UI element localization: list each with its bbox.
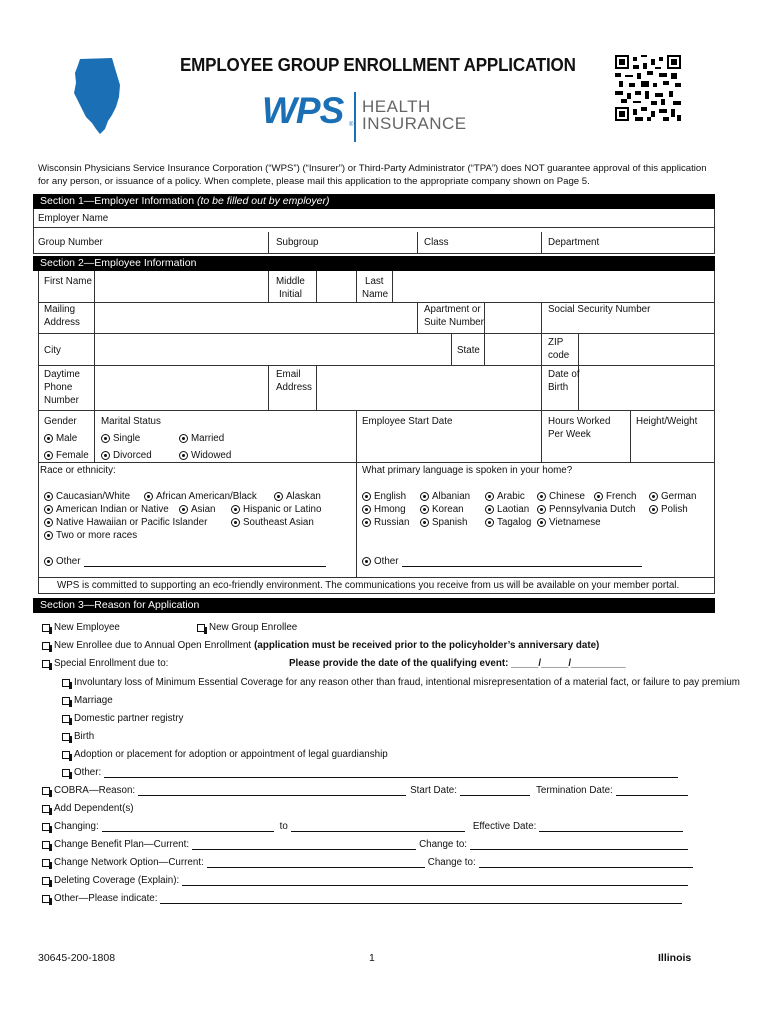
checkbox-icon — [42, 660, 50, 668]
deleting-coverage-checkbox[interactable]: Deleting Coverage (Explain): — [42, 874, 688, 887]
city-field[interactable]: City — [44, 345, 61, 356]
group-number-field[interactable]: Group Number — [38, 237, 103, 248]
section-1-header: Section 1—Employer Information (to be filled out by employer) — [33, 194, 715, 209]
language-label: What primary language is spoken in your home? — [362, 465, 573, 476]
checkbox-icon — [42, 841, 50, 849]
radio-icon — [274, 492, 283, 501]
checkbox-icon — [62, 733, 70, 741]
special-reason-checkbox[interactable]: Involuntary loss of Minimum Essential Coverage for any reason other than fraud, intentional misrepresentation of a material fact, or failure to pay premium — [62, 676, 740, 689]
language-option[interactable]: Polish — [649, 503, 688, 516]
checkbox-icon — [42, 787, 50, 795]
checkbox-icon — [197, 624, 205, 632]
middle-initial-field[interactable]: Middle Initial — [276, 276, 305, 300]
radio-icon — [420, 492, 429, 501]
radio-icon — [231, 518, 240, 527]
mailing-address-field[interactable]: Mailing Address — [44, 304, 80, 328]
race-option[interactable]: American Indian or Native — [44, 503, 169, 516]
hours-field[interactable]: Hours Worked Per Week — [548, 416, 611, 440]
radio-icon — [362, 557, 371, 566]
race-option[interactable]: Hispanic or Latino — [231, 503, 321, 516]
race-option[interactable]: Southeast Asian — [231, 516, 314, 529]
checkbox-icon — [42, 805, 50, 813]
language-option[interactable]: Hmong — [362, 503, 406, 516]
new-employee-checkbox[interactable]: New Employee — [42, 621, 120, 634]
subgroup-field[interactable]: Subgroup — [276, 237, 319, 248]
radio-icon — [420, 505, 429, 514]
section-1-note: (to be filled out by employer) — [197, 195, 330, 207]
gender-male-radio[interactable]: Male — [44, 432, 77, 445]
radio-icon — [231, 505, 240, 514]
special-other-checkbox[interactable]: Other: — [62, 766, 678, 779]
department-field[interactable]: Department — [548, 237, 600, 248]
language-other-radio[interactable]: Other — [362, 555, 642, 568]
last-name-field[interactable]: Last Name — [362, 276, 389, 300]
checkbox-icon — [42, 642, 50, 650]
race-label: Race or ethnicity: — [40, 465, 116, 476]
checkbox-icon — [62, 679, 70, 687]
wps-logo: WPS ® HEALTH INSURANCE — [262, 90, 472, 146]
race-option[interactable]: Two or more races — [44, 529, 137, 542]
height-weight-field[interactable]: Height/Weight — [636, 416, 698, 427]
qr-code-icon — [615, 55, 681, 121]
special-reason-checkbox[interactable]: Domestic partner registry — [62, 712, 183, 725]
race-option[interactable]: Alaskan — [274, 490, 321, 503]
radio-icon — [537, 518, 546, 527]
radio-icon — [537, 492, 546, 501]
start-date-field[interactable]: Employee Start Date — [362, 416, 453, 427]
language-option[interactable]: Arabic — [485, 490, 525, 503]
language-option[interactable]: German — [649, 490, 696, 503]
eco-note: WPS is committed to supporting an eco-friendly environment. The communications you receive from us will be available on your member portal. — [57, 580, 680, 591]
language-option[interactable]: Vietnamese — [537, 516, 601, 529]
widowed-radio[interactable]: Widowed — [179, 449, 231, 462]
page-number: 1 — [369, 952, 375, 964]
race-option[interactable]: African American/Black — [144, 490, 257, 503]
radio-icon — [362, 492, 371, 501]
language-option[interactable]: Chinese — [537, 490, 585, 503]
special-reason-checkbox[interactable]: Adoption or placement for adoption or appointment of legal guardianship — [62, 748, 388, 761]
wps-logo-mark: WPS — [262, 90, 344, 131]
illinois-map-icon — [72, 57, 124, 135]
page-title: EMPLOYEE GROUP ENROLLMENT APPLICATION — [180, 54, 576, 75]
radio-icon — [649, 492, 658, 501]
checkbox-icon — [62, 697, 70, 705]
radio-icon — [44, 492, 53, 501]
radio-icon — [179, 434, 188, 443]
radio-icon — [44, 557, 53, 566]
phone-field[interactable]: Daytime Phone Number — [44, 369, 80, 406]
change-network-checkbox[interactable]: Change Network Option—Current: Change to: — [42, 856, 693, 869]
logo-health: HEALTH — [362, 97, 431, 116]
email-field[interactable]: Email Address — [276, 369, 312, 393]
language-option[interactable]: Pennsylvania Dutch — [537, 503, 636, 516]
changing-checkbox[interactable]: Changing: to Effective Date: — [42, 820, 683, 833]
language-option[interactable]: Laotian — [485, 503, 529, 516]
language-option[interactable]: French — [594, 490, 637, 503]
radio-icon — [485, 492, 494, 501]
radio-icon — [362, 505, 371, 514]
radio-icon — [537, 505, 546, 514]
dob-field[interactable]: Date of Birth — [548, 369, 580, 393]
special-reason-checkbox[interactable]: Birth — [62, 730, 94, 743]
checkbox-icon — [62, 769, 70, 777]
radio-icon — [179, 451, 188, 460]
qualifying-event-date[interactable]: Please provide the date of the qualifying event: _____/_____/__________ — [289, 658, 626, 669]
language-option[interactable]: Albanian — [420, 490, 470, 503]
radio-icon — [485, 505, 494, 514]
checkbox-icon — [62, 751, 70, 759]
change-benefit-checkbox[interactable]: Change Benefit Plan—Current: Change to: — [42, 838, 688, 851]
checkbox-icon — [42, 823, 50, 831]
language-option[interactable]: English — [362, 490, 406, 503]
single-radio[interactable]: Single — [101, 432, 140, 445]
language-option[interactable]: Russian — [362, 516, 409, 529]
radio-icon — [44, 518, 53, 527]
race-option[interactable]: Asian — [179, 503, 216, 516]
radio-icon — [362, 518, 371, 527]
gender-female-radio[interactable]: Female — [44, 449, 89, 462]
checkbox-icon — [42, 877, 50, 885]
section-2-header: Section 2—Employee Information — [33, 256, 715, 271]
logo-insurance: INSURANCE — [362, 114, 467, 133]
language-option[interactable]: Korean — [420, 503, 464, 516]
first-name-field[interactable]: First Name — [44, 276, 92, 287]
radio-icon — [101, 434, 110, 443]
radio-icon — [594, 492, 603, 501]
radio-icon — [420, 518, 429, 527]
race-option[interactable]: Native Hawaiian or Pacific Islander — [44, 516, 207, 529]
zip-field[interactable]: ZIP code — [548, 337, 570, 361]
language-option[interactable]: Spanish — [420, 516, 467, 529]
employer-name-field[interactable]: Employer Name — [38, 213, 109, 224]
radio-icon — [44, 451, 53, 460]
class-field[interactable]: Class — [424, 237, 449, 248]
language-option[interactable]: Tagalog — [485, 516, 531, 529]
special-enrollment-checkbox[interactable]: Special Enrollment due to: — [42, 657, 168, 670]
radio-icon — [485, 518, 494, 527]
apartment-field[interactable]: Apartment or Suite Number — [424, 304, 484, 328]
radio-icon — [44, 531, 53, 540]
married-radio[interactable]: Married — [179, 432, 224, 445]
checkbox-icon — [42, 624, 50, 632]
race-option[interactable]: Caucasian/White — [44, 490, 130, 503]
radio-icon — [649, 505, 658, 514]
special-reason-checkbox[interactable]: Marriage — [62, 694, 113, 707]
new-group-enrollee-checkbox[interactable]: New Group Enrollee — [197, 621, 297, 634]
checkbox-icon — [42, 859, 50, 867]
cobra-checkbox[interactable]: COBRA—Reason: Start Date: Termination Date: — [42, 784, 688, 797]
radio-icon — [101, 451, 110, 460]
radio-icon — [44, 434, 53, 443]
state-label: Illinois — [658, 952, 692, 964]
radio-icon — [179, 505, 188, 514]
checkbox-icon — [62, 715, 70, 723]
radio-icon — [144, 492, 153, 501]
form-number: 30645-200-1808 — [38, 952, 116, 964]
ssn-field[interactable]: Social Security Number — [548, 304, 651, 315]
other-indicate-checkbox[interactable]: Other—Please indicate: — [42, 892, 682, 905]
add-dependents-checkbox[interactable]: Add Dependent(s) — [42, 802, 134, 815]
state-field[interactable]: State — [457, 345, 480, 356]
marital-status-label: Marital Status — [101, 416, 161, 427]
race-other-radio[interactable]: Other — [44, 555, 326, 568]
radio-icon — [44, 505, 53, 514]
divorced-radio[interactable]: Divorced — [101, 449, 152, 462]
intro-text: Wisconsin Physicians Service Insurance Corporation (“WPS”) (“Insurer”) or Third-Party Administrator (“TPA”) does NOT guarantee approval of this application for any person, or issuance of a policy. When complete, please mail this application to the appropriate company shown on Page 5. — [38, 163, 707, 187]
checkbox-icon — [42, 895, 50, 903]
gender-label: Gender — [44, 416, 77, 427]
section-3-header: Section 3—Reason for Application — [33, 598, 715, 613]
annual-enrollment-checkbox[interactable]: New Enrollee due to Annual Open Enrollment (application must be received prior to the policyholder’s anniversary date) — [42, 639, 599, 652]
